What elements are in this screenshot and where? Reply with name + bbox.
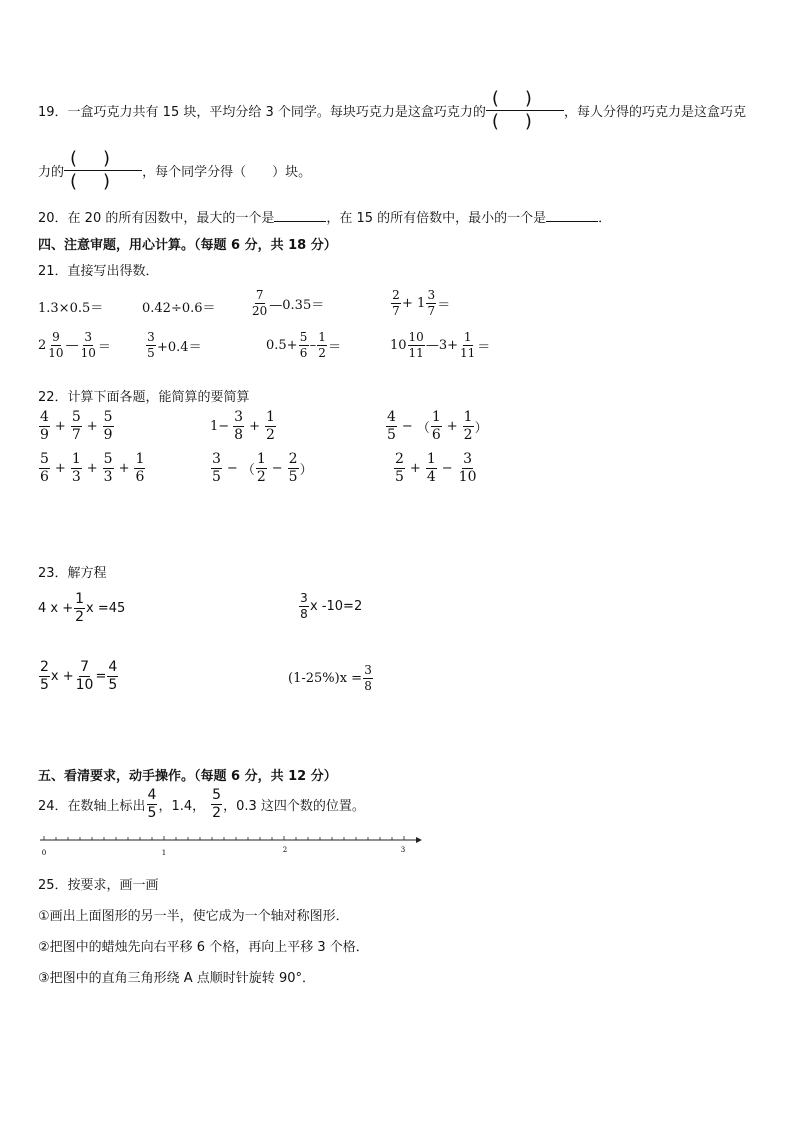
section-4-heading: 四、注意审题，用心计算。（每题 6 分，共 18 分） — [38, 238, 337, 253]
q23-title: 23．解方程 — [38, 566, 107, 581]
q21-item-e: 2 $\frac{9}{10}$ — $\frac{3}{10}$ ＝ — [38, 330, 111, 360]
q21-item-h: 10 $\frac{10}{11}$ —3+ $\frac{1}{11}$ ＝ — [390, 330, 491, 360]
q23-equation-4: (1-25%)x = $\frac{3}{8}$ — [288, 663, 372, 693]
q24-text: 24．在数轴上标出 $\frac{4}{5}$ ，1.4， $\frac{5}{2}$ ，0.3 这四个数的位置。 — [38, 787, 365, 821]
q21-item-a: 1.3×0.5＝ — [38, 301, 104, 316]
q19-blank-fraction-1[interactable]: () () — [486, 90, 564, 131]
q21-item-b: 0.42÷0.6＝ — [142, 301, 216, 316]
q22-expr-2: 1− $\frac{3}{8}$ + $\frac{1}{2}$ — [210, 409, 275, 443]
q22-expr-4: $\frac{5}{6}$ + $\frac{1}{3}$ + $\frac{5}{3}$ + $\frac{1}{6}$ — [40, 451, 145, 485]
q21-item-d: $\frac{2}{7}$ + 1 $\frac{3}{7}$ ＝ — [392, 288, 451, 318]
q19-text-4: ，每个同学分得（ ）块。 — [142, 165, 312, 180]
q19-line1 — [38, 90, 746, 131]
q22-expr-3: $\frac{4}{5}$ − （ $\frac{1}{6}$ + $\frac{1}{2}$ ） — [387, 409, 488, 443]
q21-item-f: $\frac{3}{5}$ +0.4＝ — [147, 330, 202, 360]
section-5-heading: 五、看清要求，动手操作。（每题 6 分，共 12 分） — [38, 769, 337, 784]
q19-text-1: 19．一盒巧克力共有 15 块，平均分给 3 个同学。每块巧克力是这盒巧克力的 — [38, 105, 486, 120]
q25-title: 25．按要求，画一画 — [38, 878, 159, 893]
q19-text-3: 力的 — [38, 165, 65, 180]
number-line[interactable] — [36, 830, 426, 858]
tick-label-2: 2 — [282, 846, 288, 854]
q19-blank-fraction-2[interactable]: () () — [64, 150, 142, 191]
q20-text-2: ，在 15 的所有倍数中，最小的一个是 — [326, 211, 547, 226]
q25-item-3: ③把图中的直角三角形绕 A 点顺时针旋转 90°． — [38, 971, 315, 986]
q20-blank-1[interactable] — [274, 210, 326, 222]
q20-text-1: 20．在 20 的所有因数中，最大的一个是 — [38, 211, 275, 226]
q21-title: 21．直接写出得数． — [38, 264, 159, 279]
q20-text-3: ． — [598, 211, 612, 226]
q22-expr-1: $\frac{4}{9}$ + $\frac{5}{7}$ + $\frac{5}{9}$ — [40, 409, 113, 443]
tick-label-0: 0 — [41, 849, 47, 857]
q19-line2 — [38, 150, 311, 191]
number-line-arrow — [416, 837, 422, 843]
q25-item-1: ①画出上面图形的另一半，使它成为一个轴对称图形． — [38, 909, 349, 924]
tick-label-3: 3 — [400, 846, 406, 854]
q23-equation-2: $\frac{3}{8}$ x -10=2 — [300, 591, 363, 621]
q22-expr-5: $\frac{3}{5}$ − （ $\frac{1}{2}$ − $\frac{2}{5}$ ） — [212, 451, 313, 485]
number-line-minor-ticks — [44, 836, 404, 840]
q21-item-c: $\frac{7}{20}$ —0.35＝ — [252, 288, 325, 318]
q20 — [38, 207, 611, 226]
q22-title: 22．计算下面各题，能简算的要简算 — [38, 390, 250, 405]
q19-text-2: ，每人分得的巧克力是这盒巧克 — [563, 105, 746, 120]
tick-label-1: 1 — [161, 849, 167, 857]
q21-item-g: 0.5+ $\frac{5}{6}$ – $\frac{1}{2}$ ＝ — [266, 330, 342, 360]
q25-item-2: ②把图中的蜡烛先向右平移 6 个格，再向上平移 3 个格． — [38, 940, 369, 955]
q22-expr-6: $\frac{2}{5}$ + $\frac{1}{4}$ − $\frac{3}{10}$ — [395, 451, 477, 485]
q23-equation-1: 4 x + $\frac{1}{2}$ x =45 — [38, 591, 126, 625]
q23-equation-3: $\frac{2}{5}$ x + $\frac{7}{10}$ = $\frac{4}{5}$ — [40, 659, 118, 693]
q20-blank-2[interactable] — [546, 210, 598, 222]
